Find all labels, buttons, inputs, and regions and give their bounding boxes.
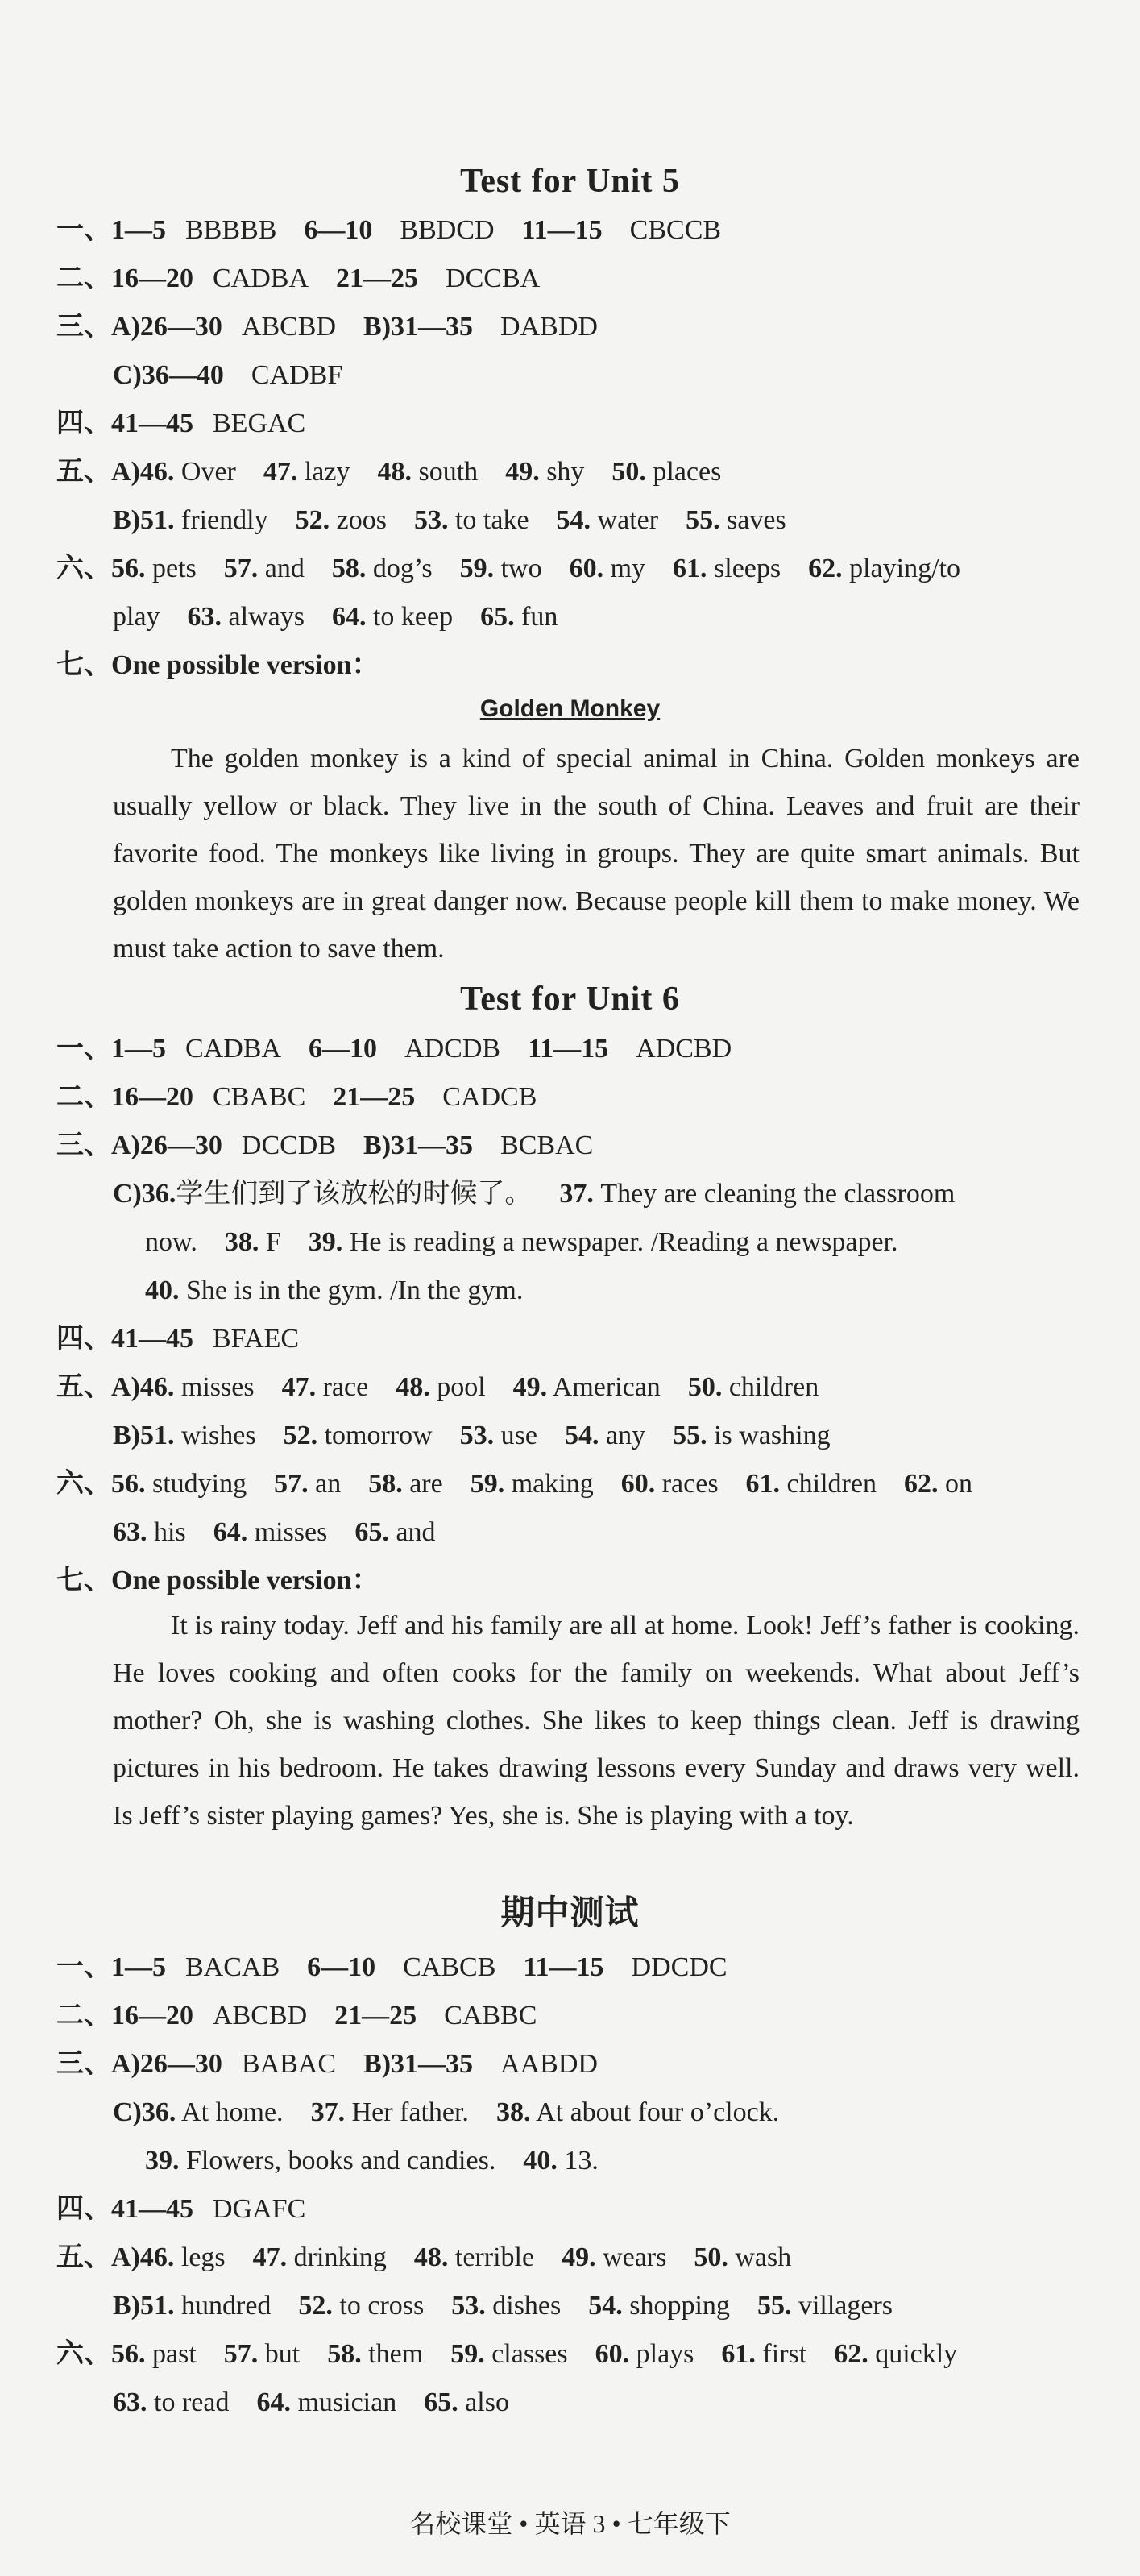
answer-line: 二、16—20 CBABC 21—25 CADCB bbox=[56, 1082, 537, 1112]
answer-line: 63. his 64. misses 65. and bbox=[113, 1517, 436, 1547]
answer-line: 三、A)26—30 DCCDB B)31—35 BCBAC bbox=[56, 1130, 594, 1160]
answer-line: 63. to read 64. musician 65. also bbox=[113, 2387, 509, 2417]
answer-line: 40. She is in the gym. /In the gym. bbox=[145, 1276, 524, 1305]
unit5-title: Test for Unit 5 bbox=[460, 163, 680, 200]
essay-body: The golden monkey is a kind of special animal in China. Golden monkeys are usually yellow or black. They live in the south of China. Leaves and fruit are their favorite food. The monkeys like living in groups. They are quite smart animals. But golden monkeys are in great danger now. Because people kill them to make money. We must take action to save them. bbox=[113, 744, 1080, 964]
answer-line: 39. Flowers, books and candies. 40. 13. bbox=[145, 2146, 599, 2176]
answer-line: 一、1—5 BBBBB 6—10 BBDCD 11—15 CBCCB bbox=[56, 215, 722, 245]
answer-line: C)36. At home. 37. Her father. 38. At about four o’clock. bbox=[113, 2097, 780, 2127]
answer-line: B)51. hundred 52. to cross 53. dishes 54. shopping 55. villagers bbox=[113, 2291, 893, 2321]
answer-line: 四、41—45 BFAEC bbox=[56, 1324, 300, 1354]
answer-line: 一、1—5 CADBA 6—10 ADCDB 11—15 ADCBD bbox=[56, 1034, 732, 1064]
answer-line: 六、56. studying 57. an 58. are 59. making 60. races 61. children 62. on bbox=[56, 1469, 972, 1499]
answer-line: B)51. friendly 52. zoos 53. to take 54. water 55. saves bbox=[113, 505, 786, 535]
answer-line: 四、41—45 DGAFC bbox=[56, 2194, 306, 2224]
unit6-title: Test for Unit 6 bbox=[460, 981, 680, 1018]
answer-line: 七、One possible version： bbox=[56, 1566, 379, 1595]
answer-line: 四、41—45 BEGAC bbox=[56, 409, 306, 438]
answer-line: now. 38. F 39. He is reading a newspaper. /Reading a newspaper. bbox=[145, 1227, 898, 1257]
essay-title: Golden Monkey bbox=[479, 695, 661, 722]
answer-line: B)51. wishes 52. tomorrow 53. use 54. any 55. is washing bbox=[113, 1421, 831, 1450]
answer-line: 一、1—5 BACAB 6—10 CABCB 11—15 DDCDC bbox=[56, 1952, 728, 1982]
essay-body: It is rainy today. Jeff and his family are all at home. Look! Jeff’s father is cooking. He loves cooking and often cooks for the family on weekends. What about Jeff’s mother? Oh, she is washing clothes. She likes to keep things clean. Jeff is drawing pictures in his bedroom. He takes drawing lessons every Sunday and draws very well. Is Jeff’s sister playing games? Yes, she is. She is playing with a toy. bbox=[113, 1611, 1080, 1831]
answer-line: 五、A)46. Over 47. lazy 48. south 49. shy 50. places bbox=[56, 457, 722, 487]
answer-line: 三、A)26—30 BABAC B)31—35 AABDD bbox=[56, 2049, 598, 2079]
answer-line: 五、A)46. legs 47. drinking 48. terrible 49. wears 50. wash bbox=[56, 2242, 792, 2272]
answer-line: 六、56. past 57. but 58. them 59. classes 60. plays 61. first 62. quickly bbox=[56, 2339, 958, 2369]
page-footer: 名校课堂 • 英语 3 • 七年级下 bbox=[409, 2509, 731, 2538]
answer-line: 七、One possible version： bbox=[56, 650, 379, 680]
answer-line: 三、A)26—30 ABCBD B)31—35 DABDD bbox=[56, 312, 598, 342]
answer-line: 二、16—20 CADBA 21—25 DCCBA bbox=[56, 263, 541, 293]
answer-line: C)36.学生们到了该放松的时候了。 37. They are cleaning the classroom bbox=[113, 1179, 956, 1209]
answer-line: play 63. always 64. to keep 65. fun bbox=[113, 602, 558, 632]
answer-line: 二、16—20 ABCBD 21—25 CABBC bbox=[56, 2001, 537, 2031]
midterm-title: 期中测试 bbox=[500, 1895, 640, 1932]
answer-line: 六、56. pets 57. and 58. dog’s 59. two 60. my 61. sleeps 62. playing/to bbox=[56, 554, 960, 583]
answer-line: C)36—40 CADBF bbox=[113, 360, 343, 390]
answer-line: 五、A)46. misses 47. race 48. pool 49. American 50. children bbox=[56, 1372, 819, 1402]
